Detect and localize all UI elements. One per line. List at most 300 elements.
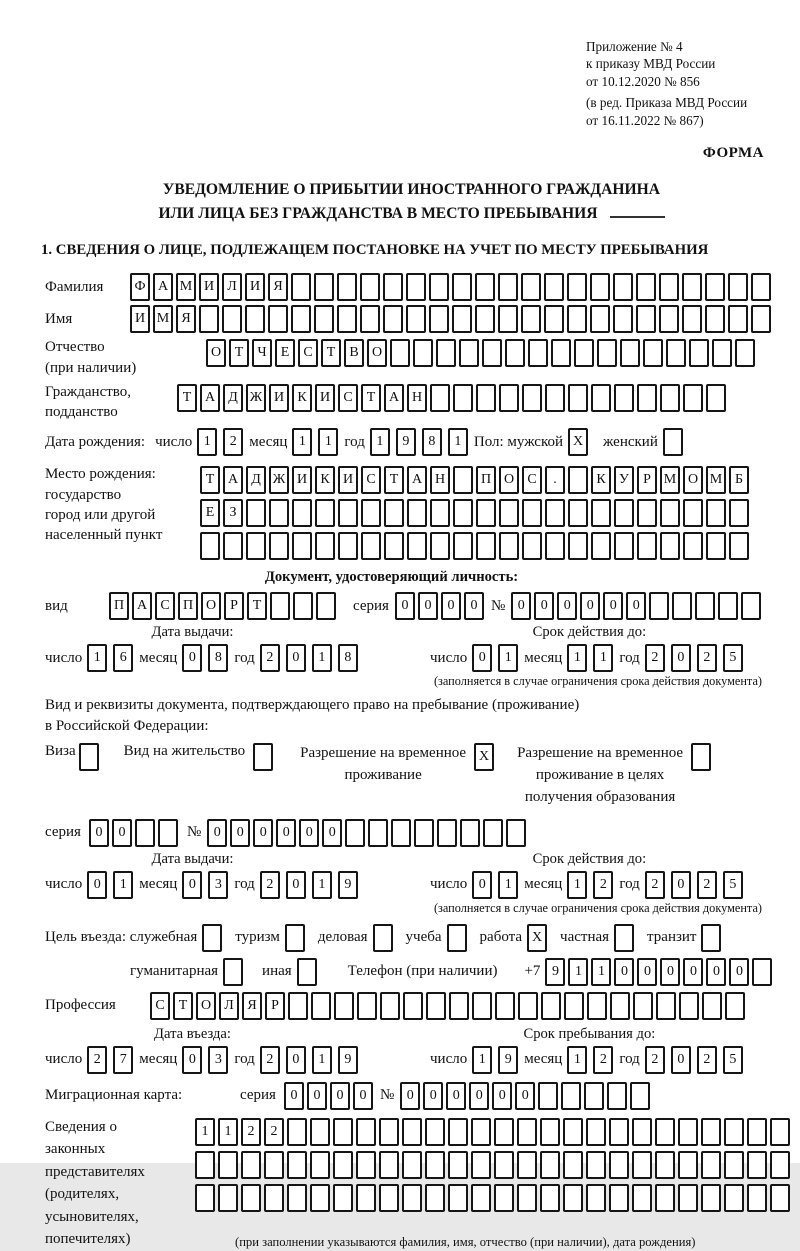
char-cell[interactable]: [741, 592, 761, 620]
char-cell[interactable]: [632, 1151, 652, 1179]
char-cell[interactable]: С: [155, 592, 175, 620]
char-cell[interactable]: 5: [723, 644, 743, 672]
char-cell[interactable]: [499, 499, 519, 527]
char-cell[interactable]: 9: [338, 871, 358, 899]
char-cell[interactable]: 8: [422, 428, 442, 456]
char-cell[interactable]: [649, 592, 669, 620]
char-cell[interactable]: З: [223, 499, 243, 527]
char-cell[interactable]: Е: [275, 339, 295, 367]
char-cell[interactable]: Ч: [252, 339, 272, 367]
char-cell[interactable]: [770, 1118, 790, 1146]
char-cell[interactable]: [334, 992, 354, 1020]
char-cell[interactable]: [356, 1118, 376, 1146]
char-cell[interactable]: [402, 1151, 422, 1179]
char-cell[interactable]: [682, 305, 702, 333]
char-cell[interactable]: [195, 1184, 215, 1212]
char-cell[interactable]: 1: [312, 644, 332, 672]
char-cell[interactable]: [712, 339, 732, 367]
char-cell[interactable]: [448, 1118, 468, 1146]
char-cell[interactable]: А: [153, 273, 173, 301]
char-cell[interactable]: [747, 1151, 767, 1179]
char-cell[interactable]: [521, 305, 541, 333]
char-cell[interactable]: [587, 992, 607, 1020]
char-cell[interactable]: [453, 384, 473, 412]
char-cell[interactable]: 9: [545, 958, 565, 986]
char-cell[interactable]: М: [153, 305, 173, 333]
char-cell[interactable]: 0: [230, 819, 250, 847]
char-cell[interactable]: [384, 532, 404, 560]
char-cell[interactable]: [701, 924, 721, 952]
char-cell[interactable]: [429, 305, 449, 333]
char-cell[interactable]: [246, 499, 266, 527]
char-cell[interactable]: 1: [567, 871, 587, 899]
char-cell[interactable]: [568, 384, 588, 412]
char-cell[interactable]: А: [384, 384, 404, 412]
char-cell[interactable]: [747, 1184, 767, 1212]
char-cell[interactable]: Ж: [246, 384, 266, 412]
char-cell[interactable]: [610, 992, 630, 1020]
char-cell[interactable]: [315, 499, 335, 527]
char-cell[interactable]: 1: [218, 1118, 238, 1146]
char-cell[interactable]: 2: [223, 428, 243, 456]
char-cell[interactable]: 5: [723, 871, 743, 899]
char-cell[interactable]: [430, 499, 450, 527]
char-cell[interactable]: [637, 499, 657, 527]
char-cell[interactable]: 0: [322, 819, 342, 847]
char-cell[interactable]: [315, 532, 335, 560]
char-cell[interactable]: [447, 924, 467, 952]
char-cell[interactable]: 1: [197, 428, 217, 456]
char-cell[interactable]: [218, 1151, 238, 1179]
char-cell[interactable]: [384, 499, 404, 527]
char-cell[interactable]: [517, 1184, 537, 1212]
char-cell[interactable]: [522, 384, 542, 412]
char-cell[interactable]: С: [361, 466, 381, 494]
char-cell[interactable]: [314, 273, 334, 301]
char-cell[interactable]: 0: [182, 1046, 202, 1074]
char-cell[interactable]: [724, 1118, 744, 1146]
char-cell[interactable]: С: [298, 339, 318, 367]
char-cell[interactable]: [135, 819, 155, 847]
char-cell[interactable]: И: [245, 273, 265, 301]
char-cell[interactable]: 0: [446, 1082, 466, 1110]
char-cell[interactable]: 1: [195, 1118, 215, 1146]
char-cell[interactable]: [660, 384, 680, 412]
char-cell[interactable]: 0: [284, 1082, 304, 1110]
char-cell[interactable]: [614, 384, 634, 412]
char-cell[interactable]: 0: [511, 592, 531, 620]
char-cell[interactable]: [391, 819, 411, 847]
char-cell[interactable]: 0: [207, 819, 227, 847]
char-cell[interactable]: [357, 992, 377, 1020]
char-cell[interactable]: [545, 499, 565, 527]
char-cell[interactable]: [471, 1184, 491, 1212]
char-cell[interactable]: [337, 305, 357, 333]
char-cell[interactable]: [751, 305, 771, 333]
char-cell[interactable]: [752, 958, 772, 986]
char-cell[interactable]: 0: [671, 1046, 691, 1074]
char-cell[interactable]: [724, 1151, 744, 1179]
char-cell[interactable]: 0: [276, 819, 296, 847]
char-cell[interactable]: [679, 992, 699, 1020]
char-cell[interactable]: 1: [113, 871, 133, 899]
char-cell[interactable]: [494, 1118, 514, 1146]
char-cell[interactable]: Я: [176, 305, 196, 333]
char-cell[interactable]: [751, 273, 771, 301]
char-cell[interactable]: Т: [384, 466, 404, 494]
char-cell[interactable]: [505, 339, 525, 367]
char-cell[interactable]: 0: [395, 592, 415, 620]
char-cell[interactable]: 2: [260, 871, 280, 899]
char-cell[interactable]: 0: [534, 592, 554, 620]
char-cell[interactable]: 1: [498, 644, 518, 672]
char-cell[interactable]: 0: [423, 1082, 443, 1110]
char-cell[interactable]: [413, 339, 433, 367]
char-cell[interactable]: [310, 1118, 330, 1146]
char-cell[interactable]: [218, 1184, 238, 1212]
char-cell[interactable]: [361, 499, 381, 527]
char-cell[interactable]: [591, 499, 611, 527]
char-cell[interactable]: Р: [265, 992, 285, 1020]
char-cell[interactable]: [292, 532, 312, 560]
char-cell[interactable]: [725, 992, 745, 1020]
char-cell[interactable]: А: [200, 384, 220, 412]
char-cell[interactable]: 0: [307, 1082, 327, 1110]
char-cell[interactable]: Л: [222, 273, 242, 301]
char-cell[interactable]: [223, 958, 243, 986]
char-cell[interactable]: 1: [593, 644, 613, 672]
char-cell[interactable]: 0: [469, 1082, 489, 1110]
char-cell[interactable]: И: [292, 466, 312, 494]
char-cell[interactable]: 0: [464, 592, 484, 620]
char-cell[interactable]: 5: [723, 1046, 743, 1074]
char-cell[interactable]: О: [201, 592, 221, 620]
char-cell[interactable]: [426, 992, 446, 1020]
char-cell[interactable]: [683, 532, 703, 560]
char-cell[interactable]: 0: [286, 871, 306, 899]
char-cell[interactable]: [643, 339, 663, 367]
char-cell[interactable]: 2: [87, 1046, 107, 1074]
char-cell[interactable]: [564, 992, 584, 1020]
char-cell[interactable]: М: [176, 273, 196, 301]
char-cell[interactable]: 0: [557, 592, 577, 620]
char-cell[interactable]: [701, 1184, 721, 1212]
char-cell[interactable]: [597, 339, 617, 367]
char-cell[interactable]: .: [545, 466, 565, 494]
char-cell[interactable]: 8: [338, 644, 358, 672]
char-cell[interactable]: А: [132, 592, 152, 620]
char-cell[interactable]: 8: [208, 644, 228, 672]
char-cell[interactable]: [568, 532, 588, 560]
char-cell[interactable]: Н: [407, 384, 427, 412]
char-cell[interactable]: [379, 1118, 399, 1146]
char-cell[interactable]: [540, 1118, 560, 1146]
char-cell[interactable]: [356, 1151, 376, 1179]
char-cell[interactable]: М: [660, 466, 680, 494]
char-cell[interactable]: [517, 1151, 537, 1179]
char-cell[interactable]: [636, 273, 656, 301]
char-cell[interactable]: 0: [299, 819, 319, 847]
char-cell[interactable]: 0: [89, 819, 109, 847]
char-cell[interactable]: О: [683, 466, 703, 494]
char-cell[interactable]: [475, 273, 495, 301]
char-cell[interactable]: [689, 339, 709, 367]
char-cell[interactable]: [268, 305, 288, 333]
char-cell[interactable]: [425, 1151, 445, 1179]
char-cell[interactable]: [337, 273, 357, 301]
char-cell[interactable]: [460, 819, 480, 847]
char-cell[interactable]: Д: [246, 466, 266, 494]
char-cell[interactable]: [541, 992, 561, 1020]
char-cell[interactable]: 0: [418, 592, 438, 620]
char-cell[interactable]: [264, 1184, 284, 1212]
char-cell[interactable]: [448, 1151, 468, 1179]
char-cell[interactable]: [429, 273, 449, 301]
char-cell[interactable]: 0: [580, 592, 600, 620]
char-cell[interactable]: [637, 384, 657, 412]
char-cell[interactable]: [706, 532, 726, 560]
char-cell[interactable]: 1: [568, 958, 588, 986]
char-cell[interactable]: [568, 466, 588, 494]
char-cell[interactable]: [544, 305, 564, 333]
char-cell[interactable]: [655, 1184, 675, 1212]
char-cell[interactable]: [632, 1118, 652, 1146]
char-cell[interactable]: С: [150, 992, 170, 1020]
char-cell[interactable]: 7: [113, 1046, 133, 1074]
char-cell[interactable]: [448, 1184, 468, 1212]
char-cell[interactable]: 0: [603, 592, 623, 620]
char-cell[interactable]: [701, 1118, 721, 1146]
char-cell[interactable]: [482, 339, 502, 367]
char-cell[interactable]: [678, 1151, 698, 1179]
char-cell[interactable]: 6: [113, 644, 133, 672]
char-cell[interactable]: [459, 339, 479, 367]
char-cell[interactable]: [270, 592, 290, 620]
char-cell[interactable]: [430, 384, 450, 412]
char-cell[interactable]: [379, 1184, 399, 1212]
char-cell[interactable]: 1: [318, 428, 338, 456]
char-cell[interactable]: [222, 305, 242, 333]
char-cell[interactable]: [729, 499, 749, 527]
char-cell[interactable]: [770, 1184, 790, 1212]
char-cell[interactable]: [620, 339, 640, 367]
char-cell[interactable]: [79, 743, 99, 771]
char-cell[interactable]: 3: [208, 871, 228, 899]
char-cell[interactable]: 2: [264, 1118, 284, 1146]
char-cell[interactable]: Д: [223, 384, 243, 412]
char-cell[interactable]: 2: [645, 1046, 665, 1074]
char-cell[interactable]: [246, 532, 266, 560]
char-cell[interactable]: Т: [200, 466, 220, 494]
char-cell[interactable]: [517, 1118, 537, 1146]
char-cell[interactable]: Р: [224, 592, 244, 620]
char-cell[interactable]: [678, 1118, 698, 1146]
char-cell[interactable]: [356, 1184, 376, 1212]
char-cell[interactable]: [724, 1184, 744, 1212]
char-cell[interactable]: Т: [361, 384, 381, 412]
char-cell[interactable]: [360, 305, 380, 333]
char-cell[interactable]: [483, 819, 503, 847]
char-cell[interactable]: [269, 499, 289, 527]
char-cell[interactable]: М: [706, 466, 726, 494]
char-cell[interactable]: 2: [260, 644, 280, 672]
char-cell[interactable]: [403, 992, 423, 1020]
char-cell[interactable]: [406, 305, 426, 333]
char-cell[interactable]: 1: [472, 1046, 492, 1074]
char-cell[interactable]: О: [367, 339, 387, 367]
char-cell[interactable]: 1: [498, 871, 518, 899]
char-cell[interactable]: [345, 819, 365, 847]
char-cell[interactable]: X: [474, 743, 494, 771]
char-cell[interactable]: И: [338, 466, 358, 494]
char-cell[interactable]: Я: [242, 992, 262, 1020]
char-cell[interactable]: [311, 992, 331, 1020]
char-cell[interactable]: X: [527, 924, 547, 952]
char-cell[interactable]: [701, 1151, 721, 1179]
char-cell[interactable]: [590, 273, 610, 301]
char-cell[interactable]: [655, 1118, 675, 1146]
char-cell[interactable]: [613, 305, 633, 333]
char-cell[interactable]: [476, 384, 496, 412]
char-cell[interactable]: [223, 532, 243, 560]
char-cell[interactable]: [430, 532, 450, 560]
char-cell[interactable]: П: [178, 592, 198, 620]
char-cell[interactable]: [584, 1082, 604, 1110]
char-cell[interactable]: [586, 1118, 606, 1146]
char-cell[interactable]: 2: [697, 871, 717, 899]
char-cell[interactable]: 2: [260, 1046, 280, 1074]
char-cell[interactable]: [614, 532, 634, 560]
char-cell[interactable]: 1: [567, 1046, 587, 1074]
char-cell[interactable]: [609, 1151, 629, 1179]
char-cell[interactable]: Е: [200, 499, 220, 527]
char-cell[interactable]: 2: [241, 1118, 261, 1146]
char-cell[interactable]: И: [269, 384, 289, 412]
char-cell[interactable]: [202, 924, 222, 952]
char-cell[interactable]: [683, 499, 703, 527]
char-cell[interactable]: [494, 1184, 514, 1212]
char-cell[interactable]: [287, 1118, 307, 1146]
char-cell[interactable]: [494, 1151, 514, 1179]
char-cell[interactable]: 0: [182, 644, 202, 672]
char-cell[interactable]: 9: [396, 428, 416, 456]
char-cell[interactable]: [540, 1151, 560, 1179]
char-cell[interactable]: [425, 1118, 445, 1146]
char-cell[interactable]: [383, 305, 403, 333]
char-cell[interactable]: 1: [448, 428, 468, 456]
char-cell[interactable]: [287, 1184, 307, 1212]
char-cell[interactable]: [449, 992, 469, 1020]
char-cell[interactable]: [538, 1082, 558, 1110]
char-cell[interactable]: [452, 273, 472, 301]
char-cell[interactable]: [499, 532, 519, 560]
char-cell[interactable]: [747, 1118, 767, 1146]
char-cell[interactable]: [288, 992, 308, 1020]
char-cell[interactable]: О: [499, 466, 519, 494]
char-cell[interactable]: [287, 1151, 307, 1179]
char-cell[interactable]: [475, 305, 495, 333]
char-cell[interactable]: [659, 273, 679, 301]
char-cell[interactable]: 2: [697, 644, 717, 672]
char-cell[interactable]: [245, 305, 265, 333]
char-cell[interactable]: 2: [593, 1046, 613, 1074]
char-cell[interactable]: [402, 1118, 422, 1146]
char-cell[interactable]: [591, 384, 611, 412]
char-cell[interactable]: У: [614, 466, 634, 494]
char-cell[interactable]: [373, 924, 393, 952]
char-cell[interactable]: [407, 499, 427, 527]
char-cell[interactable]: X: [568, 428, 588, 456]
char-cell[interactable]: 0: [614, 958, 634, 986]
char-cell[interactable]: [158, 819, 178, 847]
char-cell[interactable]: С: [522, 466, 542, 494]
char-cell[interactable]: [586, 1151, 606, 1179]
char-cell[interactable]: 0: [87, 871, 107, 899]
char-cell[interactable]: 9: [338, 1046, 358, 1074]
char-cell[interactable]: 9: [498, 1046, 518, 1074]
char-cell[interactable]: [476, 499, 496, 527]
char-cell[interactable]: Т: [177, 384, 197, 412]
char-cell[interactable]: [264, 1151, 284, 1179]
char-cell[interactable]: [471, 1118, 491, 1146]
char-cell[interactable]: [200, 532, 220, 560]
char-cell[interactable]: С: [338, 384, 358, 412]
char-cell[interactable]: [390, 339, 410, 367]
char-cell[interactable]: А: [223, 466, 243, 494]
char-cell[interactable]: [361, 532, 381, 560]
char-cell[interactable]: К: [292, 384, 312, 412]
char-cell[interactable]: [314, 305, 334, 333]
char-cell[interactable]: 1: [567, 644, 587, 672]
char-cell[interactable]: [380, 992, 400, 1020]
char-cell[interactable]: [499, 384, 519, 412]
char-cell[interactable]: [770, 1151, 790, 1179]
char-cell[interactable]: [672, 592, 692, 620]
char-cell[interactable]: [471, 1151, 491, 1179]
char-cell[interactable]: [632, 1184, 652, 1212]
char-cell[interactable]: Т: [173, 992, 193, 1020]
char-cell[interactable]: [285, 924, 305, 952]
char-cell[interactable]: Б: [729, 466, 749, 494]
char-cell[interactable]: [568, 499, 588, 527]
char-cell[interactable]: 1: [312, 871, 332, 899]
char-cell[interactable]: 0: [671, 644, 691, 672]
char-cell[interactable]: [316, 592, 336, 620]
char-cell[interactable]: И: [130, 305, 150, 333]
char-cell[interactable]: [682, 273, 702, 301]
char-cell[interactable]: Т: [247, 592, 267, 620]
char-cell[interactable]: [338, 532, 358, 560]
char-cell[interactable]: [453, 499, 473, 527]
char-cell[interactable]: [705, 273, 725, 301]
char-cell[interactable]: [607, 1082, 627, 1110]
char-cell[interactable]: [476, 532, 496, 560]
char-cell[interactable]: [683, 384, 703, 412]
char-cell[interactable]: 0: [626, 592, 646, 620]
char-cell[interactable]: Р: [637, 466, 657, 494]
char-cell[interactable]: [666, 339, 686, 367]
char-cell[interactable]: [453, 532, 473, 560]
char-cell[interactable]: [540, 1184, 560, 1212]
char-cell[interactable]: [297, 958, 317, 986]
char-cell[interactable]: [614, 924, 634, 952]
char-cell[interactable]: [522, 532, 542, 560]
char-cell[interactable]: [452, 305, 472, 333]
char-cell[interactable]: [425, 1184, 445, 1212]
char-cell[interactable]: 1: [370, 428, 390, 456]
char-cell[interactable]: [660, 499, 680, 527]
char-cell[interactable]: [414, 819, 434, 847]
